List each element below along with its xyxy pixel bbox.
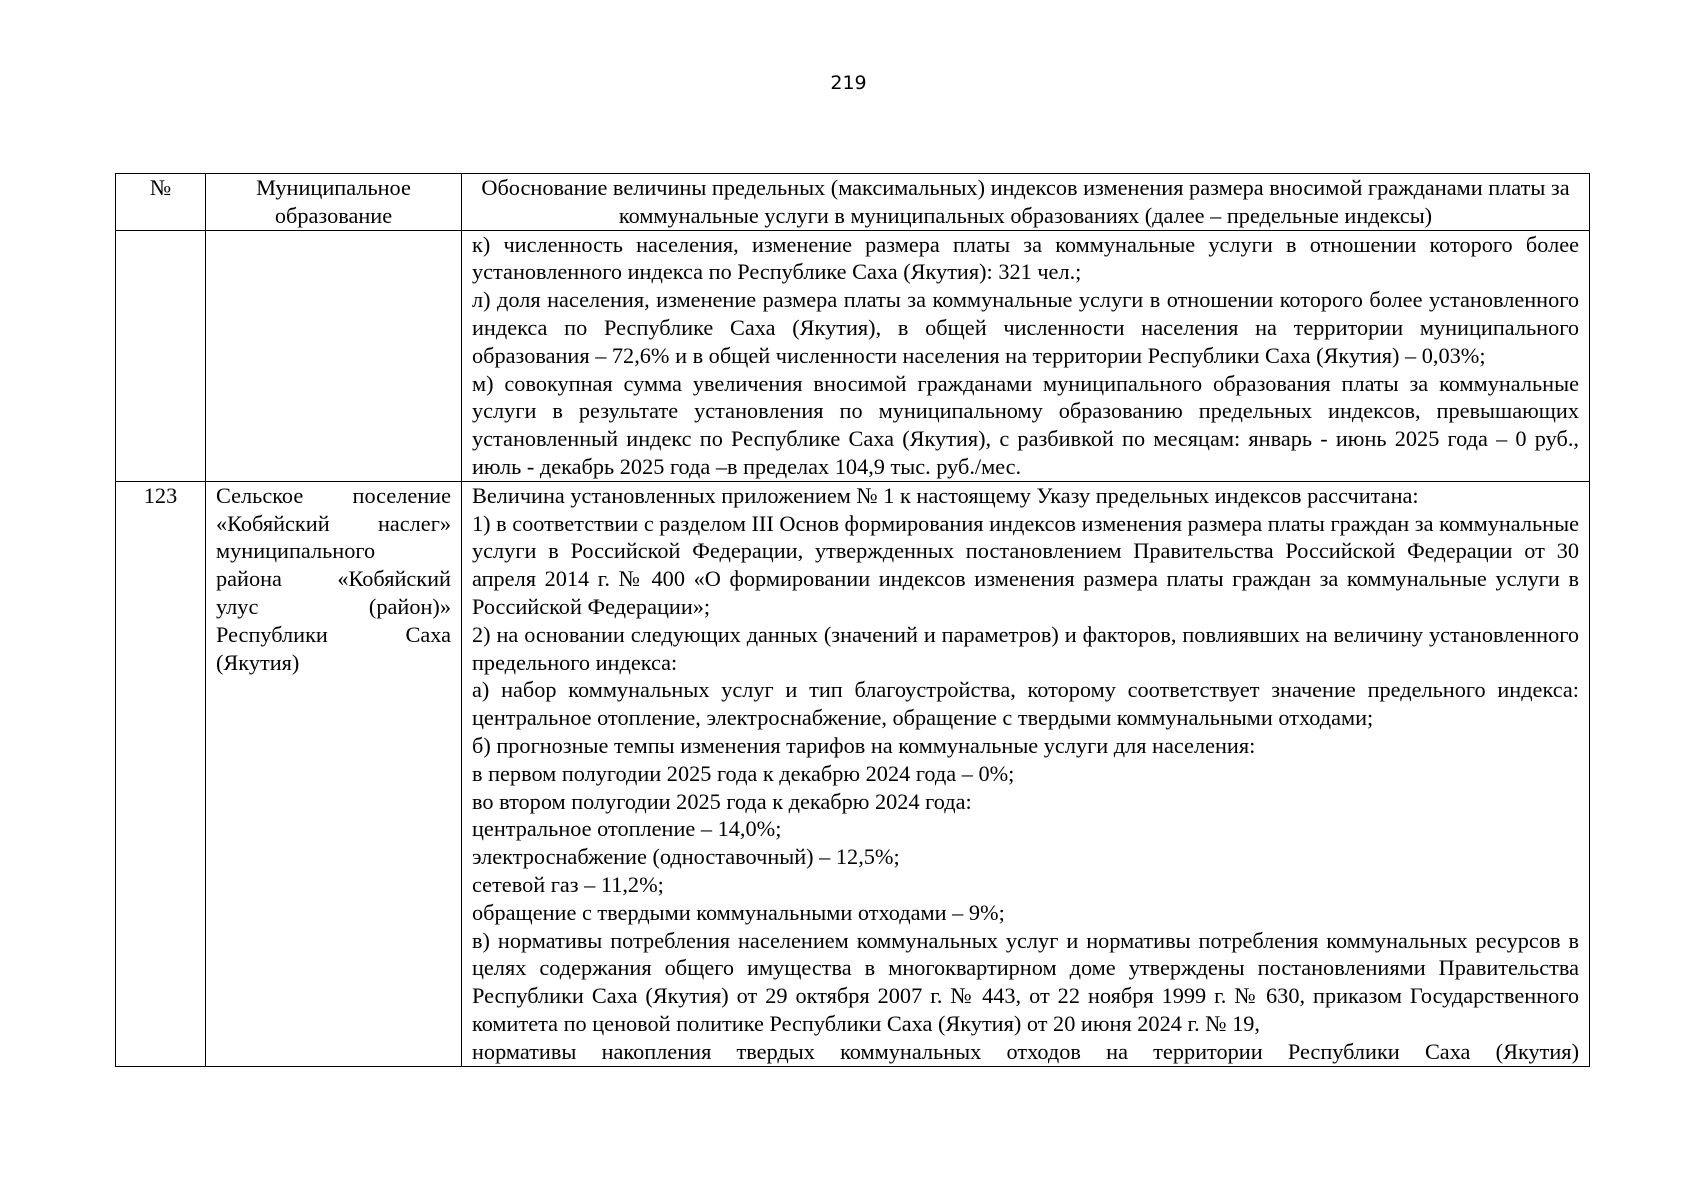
municipality-line: (Якутия) bbox=[216, 649, 300, 675]
justification-cell bbox=[462, 481, 1590, 1066]
municipality-line: Республики Саха bbox=[216, 621, 451, 647]
paragraph: 1) в соответствии с разделом III Основ формирования индексов изменения размера платы граждан за коммунальные услуги в Российской Федерации, утвержденных постановлением Правительства Российской Федерации от 30 апреля 2014 г. № 400 «О формировании индексов изменения размера платы граждан за коммунальные услуги в Российской Федерации»; bbox=[472, 510, 1579, 619]
paragraph: в первом полугодии 2025 года к декабрю 2024 года – 0%; bbox=[472, 760, 1015, 786]
table-header-row bbox=[116, 174, 1590, 231]
paragraph: л) доля населения, изменение размера платы за коммунальные услуги в отношении которого более установленного индекса по Республике Саха (Якутия), в общей численности населения на территории муниципального образования – 72,6% и в общей численности населения на территории Республики Саха (Якутия) – 0,03%; bbox=[472, 287, 1579, 368]
municipality-line: муниципального bbox=[216, 538, 376, 564]
row-number-cell: 123 bbox=[116, 481, 206, 1066]
paragraph: электроснабжение (одноставочный) – 12,5%; bbox=[472, 844, 900, 870]
municipality-cell bbox=[206, 230, 462, 481]
paragraph: Величина установленных приложением № 1 к настоящему Указу предельных индексов рассчитана: bbox=[472, 482, 1419, 508]
paragraph: в) нормативы потребления населением коммунальных услуг и нормативы потребления коммунальных ресурсов в целях содержания общего имущества в многоквартирном доме утверждены постановлениями Правительства Республики Саха (Якутия) от 29 октября 2007 г. № 443, от 22 ноября 1999 г. № 630, приказом Государственного комитета по ценовой политике Республики Саха (Якутия) от 20 июня 2024 г. № 19, bbox=[472, 927, 1579, 1036]
row-number-cell bbox=[116, 230, 206, 481]
municipality-line: района «Кобяйский bbox=[216, 566, 451, 592]
justification-cell bbox=[462, 230, 1590, 481]
table-row bbox=[116, 230, 1590, 481]
index-justification-table bbox=[115, 173, 1590, 1067]
paragraph: 2) на основании следующих данных (значений и параметров) и факторов, повлиявших на величину установленного предельного индекса: bbox=[472, 621, 1579, 675]
municipality-line: Сельское поселение bbox=[216, 482, 451, 508]
header-number: № bbox=[116, 174, 206, 231]
paragraph: а) набор коммунальных услуг и тип благоустройства, которому соответствует значение предельного индекса: центральное отопление, электроснабжение, обращение с твердыми коммунальными отходами; bbox=[472, 677, 1579, 731]
table-row bbox=[116, 481, 1590, 1066]
municipality-line: «Кобяйский наслег» bbox=[216, 510, 451, 536]
paragraph: б) прогнозные темпы изменения тарифов на коммунальные услуги для населения: bbox=[472, 732, 1256, 758]
truncated-paragraph: нормативы накопления твердых коммунальных отходов на территории Республики Саха (Якутия) bbox=[472, 1038, 1579, 1064]
paragraph: к) численность населения, изменение размера платы за коммунальные услуги в отношении которого более установленного индекса по Республике Саха (Якутия): 321 чел.; bbox=[472, 231, 1579, 285]
paragraph: сетевой газ – 11,2%; bbox=[472, 871, 664, 897]
paragraph: во втором полугодии 2025 года к декабрю 2024 года: bbox=[472, 788, 972, 814]
paragraph: центральное отопление – 14,0%; bbox=[472, 816, 782, 842]
paragraph: м) совокупная сумма увеличения вносимой гражданами муниципального образования платы за коммунальные услуги в результате установления по муниципальному образованию предельных индексов, превышающих установленный индекс по Республике Саха (Якутия), с разбивкой по месяцам: январь - июнь 2025 года – 0 руб., июль - декабрь 2025 года –в пределах 104,9 тыс. руб./мес. bbox=[472, 370, 1579, 479]
header-justification: Обоснование величины предельных (максимальных) индексов изменения размера вносимой гражданами платы за коммунальные услуги в муниципальных образованиях (далее – предельные индексы) bbox=[462, 174, 1590, 231]
page-number: 219 bbox=[830, 72, 867, 94]
header-municipality: Муниципальное образование bbox=[206, 174, 462, 231]
paragraph: обращение с твердыми коммунальными отходами – 9%; bbox=[472, 899, 1005, 925]
municipality-line: улус (район)» bbox=[216, 593, 451, 619]
municipality-cell bbox=[206, 481, 462, 1066]
